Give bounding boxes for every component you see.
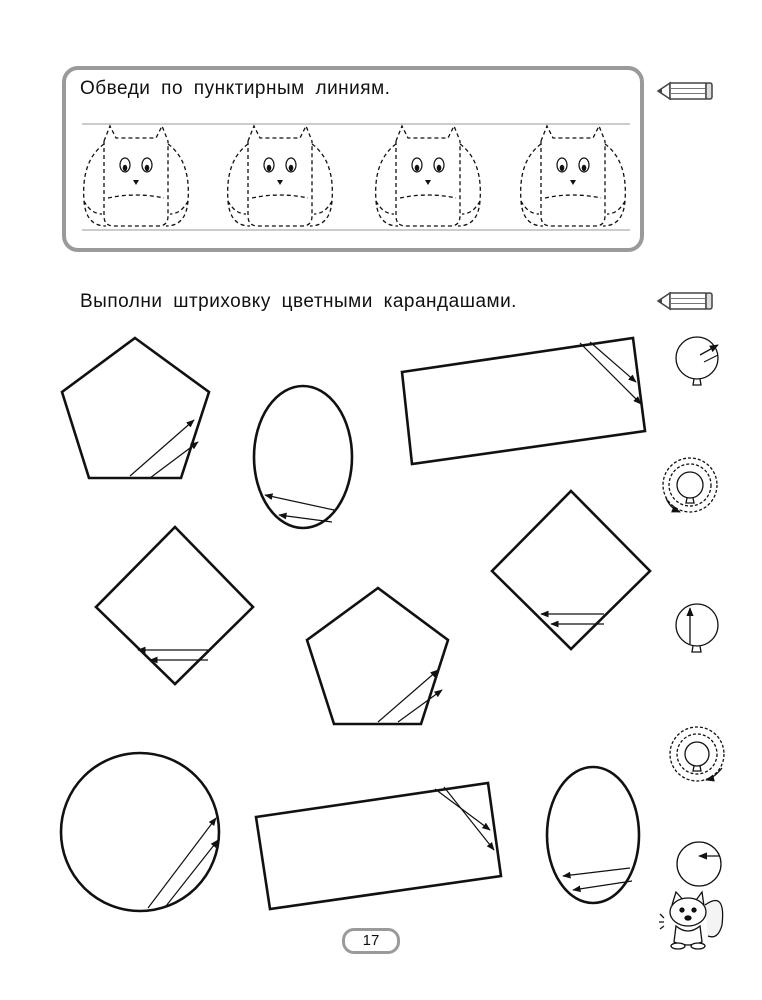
pentagon-shape-1[interactable] — [62, 338, 209, 478]
rectangle-shape-1[interactable] — [402, 338, 645, 464]
fox-icon — [659, 892, 723, 949]
balloon-icon — [676, 604, 718, 652]
task-1-title: Обведи по пунктирным линиям. — [80, 78, 391, 99]
oval-shape-1[interactable] — [254, 386, 352, 528]
circle-shape[interactable] — [61, 753, 219, 911]
balloon-icon — [677, 842, 721, 886]
task-2-title: Выполни штриховку цветными карандашами. — [80, 291, 517, 312]
hatching-direction-arrows — [130, 342, 641, 908]
pentagon-shape-2[interactable] — [307, 588, 448, 724]
rectangle-shape-2[interactable] — [256, 783, 501, 909]
balloon-icon — [670, 727, 724, 781]
balloon-icon — [676, 337, 718, 385]
diamond-shape-2[interactable] — [492, 491, 650, 649]
balloon-icon — [663, 458, 717, 512]
page-number: 17 — [342, 928, 400, 954]
